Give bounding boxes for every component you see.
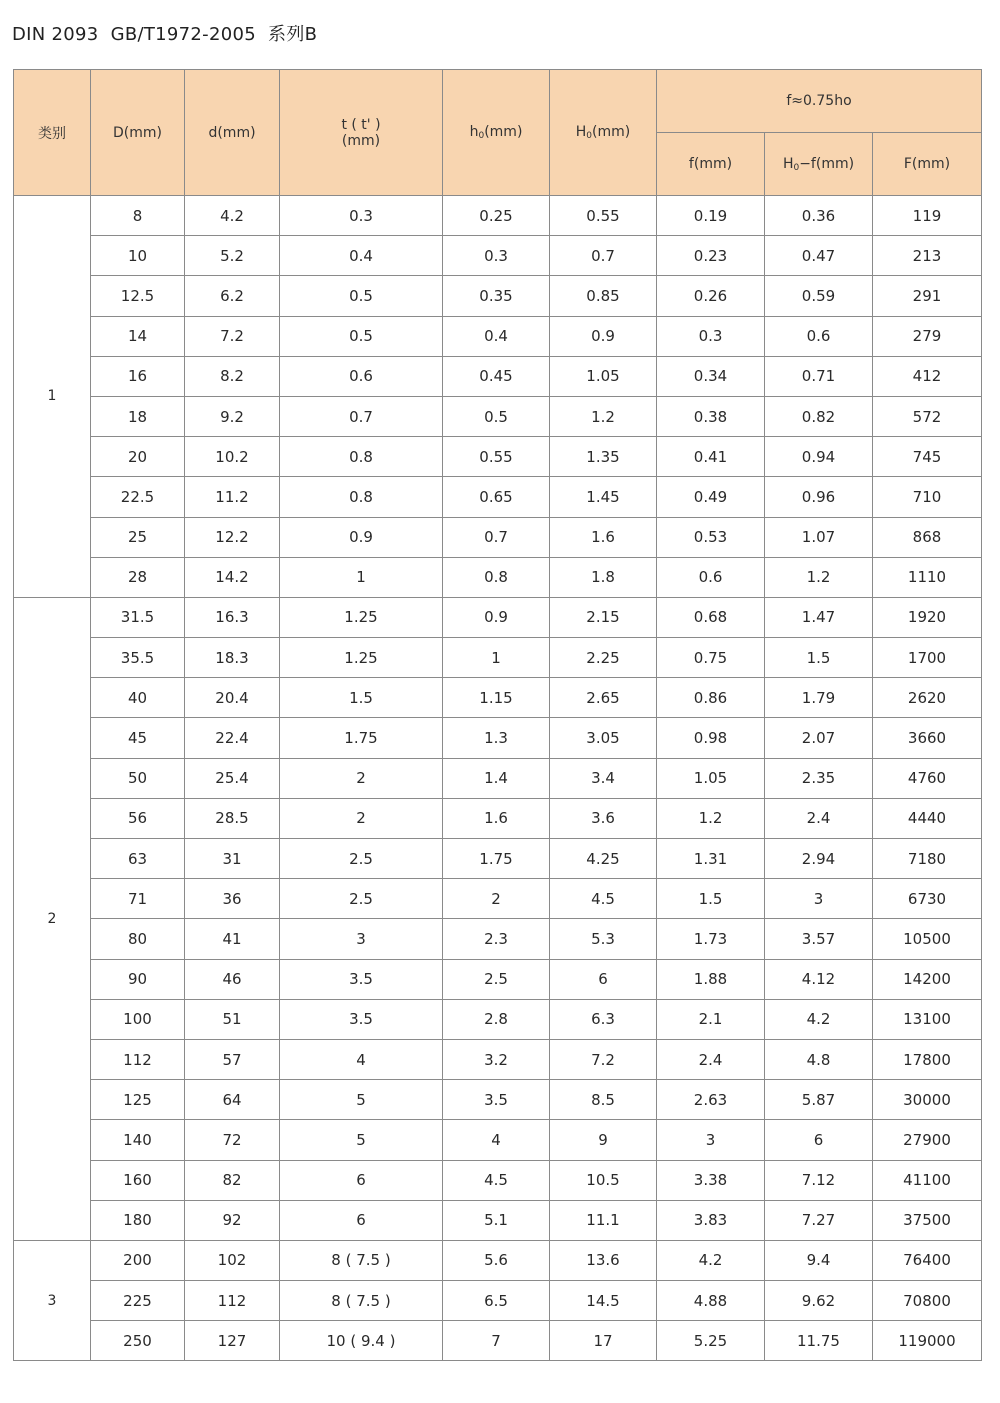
cell-D: 180 (91, 1200, 185, 1240)
cell-t: 10 ( 9.4 ) (280, 1321, 443, 1361)
cell-f: 3.38 (657, 1160, 765, 1200)
cell-H0-minus-f: 5.87 (765, 1080, 873, 1120)
cell-H0-minus-f: 1.2 (765, 557, 873, 597)
cell-D: 20 (91, 437, 185, 477)
cell-d: 20.4 (185, 678, 280, 718)
cell-h0: 7 (443, 1321, 550, 1361)
cell-H0-minus-f: 0.36 (765, 196, 873, 236)
cell-D: 250 (91, 1321, 185, 1361)
cell-D: 14 (91, 316, 185, 356)
cell-d: 82 (185, 1160, 280, 1200)
cell-h0: 3.5 (443, 1080, 550, 1120)
table-row (14, 196, 982, 236)
cell-d: 5.2 (185, 236, 280, 276)
header-thickness (280, 70, 443, 196)
cell-D: 100 (91, 999, 185, 1039)
header-f: f(mm) (657, 133, 765, 196)
cell-D: 31.5 (91, 597, 185, 637)
header-outer-diameter: D(mm) (91, 70, 185, 196)
cell-H0: 6 (550, 959, 657, 999)
cell-D: 18 (91, 396, 185, 436)
cell-F: 412 (873, 356, 982, 396)
header-h0: $h_0(mm)$ (443, 70, 550, 196)
cell-H0: 0.55 (550, 196, 657, 236)
table-row (14, 236, 982, 276)
cell-f: 1.5 (657, 879, 765, 919)
cell-t: 2.5 (280, 879, 443, 919)
cell-F: 4760 (873, 758, 982, 798)
cell-f: 0.86 (657, 678, 765, 718)
cell-h0: 1.3 (443, 718, 550, 758)
cell-F: 17800 (873, 1039, 982, 1079)
cell-H0: 3.05 (550, 718, 657, 758)
cell-H0: 1.8 (550, 557, 657, 597)
cell-H0-minus-f: 1.07 (765, 517, 873, 557)
cell-d: 9.2 (185, 396, 280, 436)
category-cell: 2 (14, 597, 91, 1240)
cell-H0: 5.3 (550, 919, 657, 959)
cell-H0: 7.2 (550, 1039, 657, 1079)
cell-d: 112 (185, 1281, 280, 1321)
cell-h0: 2.3 (443, 919, 550, 959)
table-row (14, 356, 982, 396)
cell-H0: 13.6 (550, 1240, 657, 1280)
cell-h0: 0.25 (443, 196, 550, 236)
cell-h0: 0.3 (443, 236, 550, 276)
cell-t: 3.5 (280, 999, 443, 1039)
cell-h0: 0.45 (443, 356, 550, 396)
cell-D: 200 (91, 1240, 185, 1280)
cell-h0: 1 (443, 638, 550, 678)
cell-t: 2.5 (280, 839, 443, 879)
cell-H0: 8.5 (550, 1080, 657, 1120)
cell-d: 12.2 (185, 517, 280, 557)
cell-H0-minus-f: 1.47 (765, 597, 873, 637)
cell-t: 0.7 (280, 396, 443, 436)
table-row (14, 1240, 982, 1280)
table-row (14, 477, 982, 517)
cell-h0: 1.6 (443, 798, 550, 838)
cell-h0: 0.9 (443, 597, 550, 637)
cell-H0-minus-f: 2.4 (765, 798, 873, 838)
cell-D: 80 (91, 919, 185, 959)
cell-H0-minus-f: 4.8 (765, 1039, 873, 1079)
category-cell: 1 (14, 196, 91, 598)
cell-F: 6730 (873, 879, 982, 919)
cell-t: 1.5 (280, 678, 443, 718)
cell-H0-minus-f: 1.5 (765, 638, 873, 678)
cell-H0: 6.3 (550, 999, 657, 1039)
cell-D: 56 (91, 798, 185, 838)
header-group-deflection: f≈0.75ho (657, 70, 982, 133)
table-row (14, 678, 982, 718)
cell-D: 10 (91, 236, 185, 276)
cell-H0-minus-f: 0.59 (765, 276, 873, 316)
cell-t: 1.75 (280, 718, 443, 758)
cell-F: 10500 (873, 919, 982, 959)
cell-t: 2 (280, 798, 443, 838)
table-row (14, 1160, 982, 1200)
table-row (14, 919, 982, 959)
cell-f: 1.05 (657, 758, 765, 798)
table-row (14, 316, 982, 356)
cell-f: 2.1 (657, 999, 765, 1039)
cell-H0: 3.4 (550, 758, 657, 798)
cell-d: 22.4 (185, 718, 280, 758)
cell-D: 16 (91, 356, 185, 396)
cell-f: 1.88 (657, 959, 765, 999)
cell-d: 6.2 (185, 276, 280, 316)
table-row (14, 879, 982, 919)
cell-h0: 3.2 (443, 1039, 550, 1079)
cell-D: 25 (91, 517, 185, 557)
cell-f: 0.53 (657, 517, 765, 557)
cell-t: 3.5 (280, 959, 443, 999)
cell-d: 14.2 (185, 557, 280, 597)
cell-h0: 2 (443, 879, 550, 919)
table-row (14, 517, 982, 557)
header-H0: $H_0(mm)$ (550, 70, 657, 196)
cell-H0-minus-f: 1.79 (765, 678, 873, 718)
cell-f: 4.2 (657, 1240, 765, 1280)
cell-F: 868 (873, 517, 982, 557)
table-row (14, 1080, 982, 1120)
cell-D: 28 (91, 557, 185, 597)
cell-H0: 4.5 (550, 879, 657, 919)
cell-d: 57 (185, 1039, 280, 1079)
cell-f: 0.26 (657, 276, 765, 316)
cell-d: 16.3 (185, 597, 280, 637)
cell-t: 0.4 (280, 236, 443, 276)
cell-F: 119 (873, 196, 982, 236)
cell-h0: 0.55 (443, 437, 550, 477)
cell-F: 27900 (873, 1120, 982, 1160)
cell-h0: 1.75 (443, 839, 550, 879)
cell-F: 7180 (873, 839, 982, 879)
cell-F: 4440 (873, 798, 982, 838)
cell-t: 1.25 (280, 597, 443, 637)
cell-F: 572 (873, 396, 982, 436)
cell-H0-minus-f: 0.96 (765, 477, 873, 517)
cell-F: 70800 (873, 1281, 982, 1321)
cell-H0-minus-f: 3 (765, 879, 873, 919)
cell-h0: 0.4 (443, 316, 550, 356)
cell-D: 8 (91, 196, 185, 236)
cell-H0-minus-f: 3.57 (765, 919, 873, 959)
table-row (14, 1321, 982, 1361)
cell-H0: 2.65 (550, 678, 657, 718)
cell-D: 112 (91, 1039, 185, 1079)
cell-H0-minus-f: 0.6 (765, 316, 873, 356)
cell-H0: 17 (550, 1321, 657, 1361)
cell-f: 5.25 (657, 1321, 765, 1361)
cell-H0: 1.6 (550, 517, 657, 557)
cell-F: 2620 (873, 678, 982, 718)
header-force: F(mm) (873, 133, 982, 196)
cell-d: 25.4 (185, 758, 280, 798)
cell-h0: 6.5 (443, 1281, 550, 1321)
cell-F: 1920 (873, 597, 982, 637)
cell-D: 125 (91, 1080, 185, 1120)
cell-H0: 11.1 (550, 1200, 657, 1240)
cell-D: 160 (91, 1160, 185, 1200)
cell-H0: 10.5 (550, 1160, 657, 1200)
cell-t: 1.25 (280, 638, 443, 678)
cell-D: 22.5 (91, 477, 185, 517)
cell-H0: 14.5 (550, 1281, 657, 1321)
cell-h0: 4.5 (443, 1160, 550, 1200)
cell-F: 213 (873, 236, 982, 276)
cell-t: 3 (280, 919, 443, 959)
cell-H0-minus-f: 9.4 (765, 1240, 873, 1280)
cell-f: 2.4 (657, 1039, 765, 1079)
cell-D: 45 (91, 718, 185, 758)
cell-f: 3 (657, 1120, 765, 1160)
cell-H0: 0.85 (550, 276, 657, 316)
cell-f: 1.73 (657, 919, 765, 959)
cell-f: 0.68 (657, 597, 765, 637)
cell-F: 76400 (873, 1240, 982, 1280)
cell-H0: 9 (550, 1120, 657, 1160)
cell-h0: 0.35 (443, 276, 550, 316)
cell-f: 0.34 (657, 356, 765, 396)
cell-F: 37500 (873, 1200, 982, 1240)
cell-d: 41 (185, 919, 280, 959)
cell-H0-minus-f: 9.62 (765, 1281, 873, 1321)
page-title: DIN 2093 GB/T1972-2005 系列B (12, 24, 318, 45)
cell-D: 12.5 (91, 276, 185, 316)
cell-F: 14200 (873, 959, 982, 999)
cell-d: 28.5 (185, 798, 280, 838)
cell-F: 279 (873, 316, 982, 356)
cell-D: 90 (91, 959, 185, 999)
cell-f: 0.41 (657, 437, 765, 477)
table-body (14, 196, 982, 1361)
cell-f: 4.88 (657, 1281, 765, 1321)
header-thickness-line2: (mm) (341, 132, 381, 149)
header-thickness-line1: t ( t' ) (341, 116, 381, 133)
cell-d: 92 (185, 1200, 280, 1240)
cell-f: 0.19 (657, 196, 765, 236)
cell-d: 18.3 (185, 638, 280, 678)
cell-f: 0.49 (657, 477, 765, 517)
cell-D: 140 (91, 1120, 185, 1160)
cell-H0: 1.45 (550, 477, 657, 517)
cell-h0: 0.8 (443, 557, 550, 597)
cell-H0-minus-f: 0.47 (765, 236, 873, 276)
cell-h0: 0.7 (443, 517, 550, 557)
cell-d: 36 (185, 879, 280, 919)
spec-table (13, 69, 982, 1361)
cell-F: 41100 (873, 1160, 982, 1200)
cell-t: 8 ( 7.5 ) (280, 1240, 443, 1280)
cell-H0-minus-f: 2.35 (765, 758, 873, 798)
cell-d: 4.2 (185, 196, 280, 236)
cell-F: 30000 (873, 1080, 982, 1120)
cell-H0: 2.15 (550, 597, 657, 637)
cell-F: 291 (873, 276, 982, 316)
cell-d: 102 (185, 1240, 280, 1280)
cell-H0: 1.05 (550, 356, 657, 396)
table-row (14, 718, 982, 758)
cell-d: 11.2 (185, 477, 280, 517)
cell-d: 72 (185, 1120, 280, 1160)
cell-h0: 1.15 (443, 678, 550, 718)
cell-t: 0.9 (280, 517, 443, 557)
cell-f: 1.31 (657, 839, 765, 879)
table-row (14, 959, 982, 999)
cell-H0-minus-f: 4.12 (765, 959, 873, 999)
cell-H0: 2.25 (550, 638, 657, 678)
cell-H0: 4.25 (550, 839, 657, 879)
cell-f: 0.38 (657, 396, 765, 436)
cell-H0-minus-f: 0.82 (765, 396, 873, 436)
cell-D: 40 (91, 678, 185, 718)
cell-F: 1700 (873, 638, 982, 678)
cell-H0-minus-f: 11.75 (765, 1321, 873, 1361)
cell-d: 31 (185, 839, 280, 879)
cell-t: 0.5 (280, 316, 443, 356)
cell-H0: 0.7 (550, 236, 657, 276)
cell-t: 6 (280, 1160, 443, 1200)
cell-t: 5 (280, 1120, 443, 1160)
cell-h0: 2.8 (443, 999, 550, 1039)
cell-t: 0.8 (280, 477, 443, 517)
cell-F: 3660 (873, 718, 982, 758)
table-row (14, 999, 982, 1039)
cell-h0: 1.4 (443, 758, 550, 798)
cell-h0: 0.65 (443, 477, 550, 517)
header-category: 类别 (14, 70, 91, 196)
cell-H0-minus-f: 7.12 (765, 1160, 873, 1200)
cell-f: 0.3 (657, 316, 765, 356)
table-row (14, 557, 982, 597)
cell-F: 119000 (873, 1321, 982, 1361)
cell-d: 10.2 (185, 437, 280, 477)
cell-f: 0.6 (657, 557, 765, 597)
cell-H0: 1.2 (550, 396, 657, 436)
cell-H0: 1.35 (550, 437, 657, 477)
cell-h0: 2.5 (443, 959, 550, 999)
table-row (14, 839, 982, 879)
cell-h0: 5.6 (443, 1240, 550, 1280)
cell-H0-minus-f: 2.94 (765, 839, 873, 879)
cell-t: 5 (280, 1080, 443, 1120)
table-row (14, 437, 982, 477)
cell-t: 0.8 (280, 437, 443, 477)
cell-H0-minus-f: 7.27 (765, 1200, 873, 1240)
cell-D: 35.5 (91, 638, 185, 678)
table-row (14, 638, 982, 678)
header-H0-minus-f: $H_0-f(mm)$ (765, 133, 873, 196)
cell-d: 46 (185, 959, 280, 999)
cell-H0-minus-f: 2.07 (765, 718, 873, 758)
table-row (14, 758, 982, 798)
table-row (14, 1039, 982, 1079)
cell-H0-minus-f: 0.71 (765, 356, 873, 396)
cell-f: 0.75 (657, 638, 765, 678)
category-cell: 3 (14, 1240, 91, 1361)
cell-d: 127 (185, 1321, 280, 1361)
cell-t: 0.6 (280, 356, 443, 396)
cell-t: 4 (280, 1039, 443, 1079)
table-row (14, 798, 982, 838)
cell-f: 1.2 (657, 798, 765, 838)
cell-t: 8 ( 7.5 ) (280, 1281, 443, 1321)
cell-h0: 0.5 (443, 396, 550, 436)
table-row (14, 597, 982, 637)
cell-t: 1 (280, 557, 443, 597)
cell-f: 0.23 (657, 236, 765, 276)
cell-F: 1110 (873, 557, 982, 597)
table-row (14, 1200, 982, 1240)
header-inner-diameter: d(mm) (185, 70, 280, 196)
cell-d: 51 (185, 999, 280, 1039)
cell-t: 2 (280, 758, 443, 798)
cell-H0-minus-f: 0.94 (765, 437, 873, 477)
table-row (14, 396, 982, 436)
cell-f: 0.98 (657, 718, 765, 758)
table-row (14, 1120, 982, 1160)
cell-t: 6 (280, 1200, 443, 1240)
cell-D: 50 (91, 758, 185, 798)
cell-f: 2.63 (657, 1080, 765, 1120)
cell-D: 71 (91, 879, 185, 919)
cell-H0: 3.6 (550, 798, 657, 838)
cell-d: 8.2 (185, 356, 280, 396)
table-row (14, 1281, 982, 1321)
cell-F: 745 (873, 437, 982, 477)
cell-F: 13100 (873, 999, 982, 1039)
table-row (14, 276, 982, 316)
cell-t: 0.3 (280, 196, 443, 236)
cell-D: 63 (91, 839, 185, 879)
cell-t: 0.5 (280, 276, 443, 316)
cell-h0: 4 (443, 1120, 550, 1160)
cell-F: 710 (873, 477, 982, 517)
cell-d: 7.2 (185, 316, 280, 356)
cell-H0-minus-f: 6 (765, 1120, 873, 1160)
cell-f: 3.83 (657, 1200, 765, 1240)
cell-D: 225 (91, 1281, 185, 1321)
cell-h0: 5.1 (443, 1200, 550, 1240)
cell-H0: 0.9 (550, 316, 657, 356)
cell-H0-minus-f: 4.2 (765, 999, 873, 1039)
cell-d: 64 (185, 1080, 280, 1120)
